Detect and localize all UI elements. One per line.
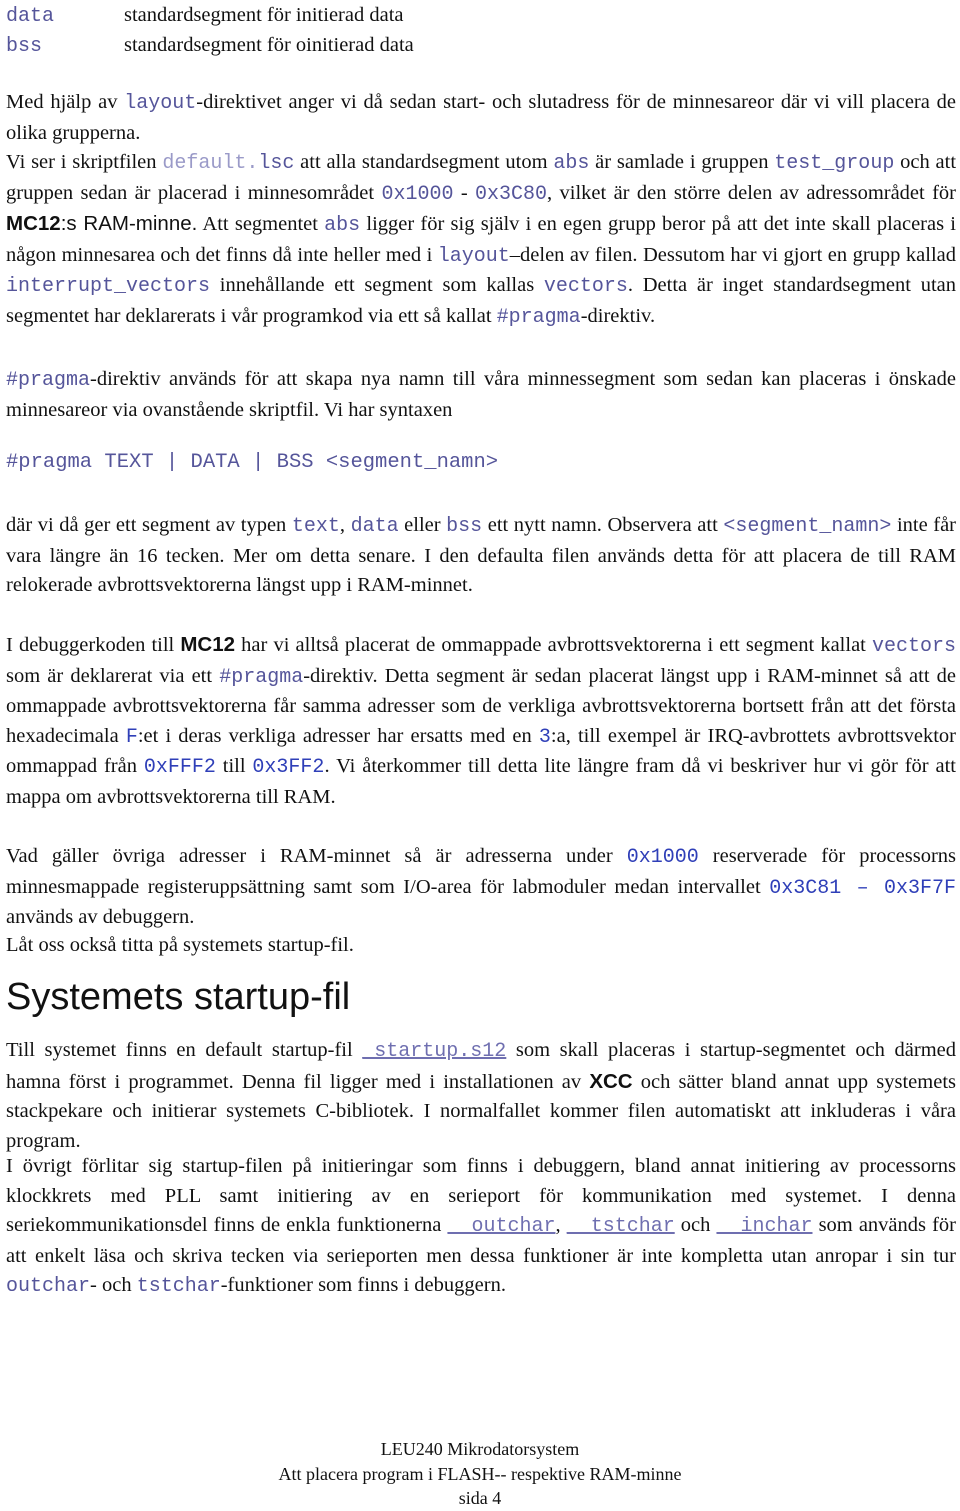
text: att alla standardsegment utom xyxy=(294,151,554,173)
code: layout xyxy=(124,92,197,115)
paragraph-pragma xyxy=(6,365,956,425)
text: , xyxy=(555,1214,567,1237)
segment-desc: standardsegment för initierad data xyxy=(124,4,404,26)
code: vectors xyxy=(871,635,956,658)
text: , vilket är den större delen av adressområdet för xyxy=(547,181,956,204)
paragraph-layout-directive xyxy=(6,88,956,148)
text: eller xyxy=(398,514,447,536)
text: innehållande ett segment som kallas xyxy=(210,274,544,297)
text: :et i deras verkliga adresser har ersatts med en xyxy=(137,724,539,747)
text: :a, till exempel är IRQ-avbrottets avbrottsvektor ommappad från xyxy=(6,724,956,778)
paragraph-startup-intro: Låt oss också titta på systemets startup-fil. xyxy=(6,934,354,956)
text: och xyxy=(674,1214,717,1237)
pragma-syntax: #pragma TEXT | DATA | BSS <segment_namn> xyxy=(6,451,499,474)
code: #pragma xyxy=(219,665,304,689)
text: -direktiv. Detta segment är sedan placerat längst upp i RAM-minnet så att de ommappade avbrottsvektorerna får samma adresser som de verkliga avbrottsvektorerna bortsett från att det första hexadecimala xyxy=(6,664,957,747)
footer-page-number: sida 4 xyxy=(458,1488,502,1508)
code: F xyxy=(125,725,138,749)
text: Till systemet finns en default startup-fil xyxy=(6,1039,363,1061)
text: Vad gäller övriga adresser i RAM-minnet så är adresserna under xyxy=(6,845,627,867)
text: har vi alltså placerat de ommappade avbrottsvektorerna i ett segment kallat xyxy=(235,634,872,656)
code: vectors xyxy=(543,275,628,299)
text: Vi ser i skriptfilen xyxy=(6,151,163,173)
segment-name: bss xyxy=(6,35,43,58)
paragraph-debuggerkod xyxy=(6,630,956,813)
code: text xyxy=(291,515,340,538)
code-link: __tstchar xyxy=(566,1215,675,1239)
text: -direktiv. xyxy=(580,304,656,327)
code: 0xFFF2 xyxy=(143,756,216,780)
text: -direktiv används för att skapa nya namn till våra minnessegment som sedan kan placeras i önskade minnesareor via ovanstående skriptfil. Vi har syntaxen xyxy=(6,368,956,421)
paragraph-segment-typ xyxy=(6,511,956,601)
code: 0x3C80 xyxy=(475,182,548,206)
segment-desc: standardsegment för oinitierad data xyxy=(124,34,414,56)
text: I övrigt förlitar sig startup-filen på initieringar som finns i debuggern, bland annat initiering av processorns klockkrets med PLL samt initiering av en serieport för kommunikation med systemet. I denna seriekommunikationsdel finns de enkla funktionerna xyxy=(6,1155,956,1237)
bold-text: MC12 xyxy=(6,212,61,236)
text: och att gruppen sedan är placerad i minnesområdet xyxy=(6,151,957,204)
text: I debuggerkoden till xyxy=(6,634,181,656)
code: data xyxy=(350,515,399,538)
text: som skall placeras i startup-segmentet och därmed hamna först i programmet. Denna fil ligger med i installationen av xyxy=(6,1039,956,1093)
text: är samlade i gruppen xyxy=(589,151,775,173)
code-link: __inchar xyxy=(716,1215,813,1239)
text: och sätter bland annat upp systemets stackpekare och initierar systemets C-bibliotek. I normalfallet kommer filen automatiskt att inkluderas i våra program. xyxy=(6,1070,956,1152)
code: <segment_namn> xyxy=(723,515,892,538)
text: som är deklarerat via ett xyxy=(6,664,220,687)
text: inte får vara längre än 16 tecken. Mer om detta senare. I den defaulta filen används detta för att placera de till RAM relokerade avbrottsvektorerna längst upp i RAM-minnet. xyxy=(6,514,956,597)
code: #pragma xyxy=(6,369,91,392)
footer-title: Att placera program i FLASH-- respektive RAM-minne xyxy=(278,1464,682,1484)
text: :s RAM-minne. xyxy=(60,212,198,236)
text: till xyxy=(215,755,253,778)
text: reserverade för processorns minnesmappade registeruppsättning samt som I/O-area för labmoduler medan intervallet xyxy=(6,845,957,898)
bold-text: XCC xyxy=(589,1069,633,1093)
code: 0x1000 xyxy=(381,182,454,206)
code: default. xyxy=(162,152,259,175)
code-link: __outchar xyxy=(447,1215,556,1239)
code: test_group xyxy=(774,152,895,175)
text: . Vi återkommer till detta lite längre fram då vi beskriver hur vi gör för att mappa om avbrottsvektorerna till RAM. xyxy=(6,755,956,808)
text: ett nytt namn. Observera att xyxy=(482,514,724,536)
footer-course: LEU240 Mikrodatorsystem xyxy=(380,1439,580,1459)
text: som används för att enkelt läsa och skriva tecken via serieporten men dessa funktioner är inte kompletta utan anropar i sin tur xyxy=(6,1214,956,1267)
code: outchar xyxy=(6,1275,91,1299)
text: , xyxy=(339,514,351,536)
text: - och xyxy=(90,1274,137,1297)
segment-row-bss xyxy=(6,30,414,60)
text: -funktioner som finns i debuggern. xyxy=(220,1274,506,1297)
code: bss xyxy=(446,515,483,538)
code: 0x1000 xyxy=(626,846,699,869)
text: Att segmentet xyxy=(197,213,325,236)
code: 0x3C81 – 0x3F7F xyxy=(769,876,957,900)
text: –delen av filen. Dessutom har vi gjort en grupp kallad xyxy=(509,243,957,266)
code: #pragma xyxy=(496,305,581,329)
segment-name: data xyxy=(6,5,55,28)
code: tstchar xyxy=(136,1275,221,1299)
code: 3 xyxy=(538,725,551,749)
text: - xyxy=(453,181,476,204)
paragraph-skriptfil xyxy=(6,148,956,333)
text: där vi då ger ett segment av typen xyxy=(6,514,292,536)
section-heading: Systemets startup-fil xyxy=(6,976,351,1018)
paragraph-default-startup xyxy=(6,1036,956,1156)
paragraph-seriekommunikation xyxy=(6,1152,956,1302)
text: Med hjälp av xyxy=(6,91,125,113)
code: 0x3FF2 xyxy=(252,756,325,780)
text: används av debuggern. xyxy=(6,906,195,929)
text: -direktivet anger vi då sedan start- och slutadress för de minnesareor där vi vill placera de olika grupperna. xyxy=(6,91,956,144)
code-link: _startup.s12 xyxy=(362,1040,507,1063)
bold-text: MC12 xyxy=(180,633,236,656)
code: abs xyxy=(553,152,590,175)
code: abs xyxy=(324,214,361,238)
code: layout xyxy=(437,244,510,268)
paragraph-ram-adresser xyxy=(6,842,956,933)
code: interrupt_vectors xyxy=(6,275,211,299)
code: lsc xyxy=(258,152,295,175)
text: . Detta är inget standardsegment utan segmentet har deklarerats i vår programkod via ett så kallat xyxy=(6,274,956,327)
text: ligger för sig själv i en egen grupp beror på att det inte skall placeras i någon minnesarea och det finns då inte heller med i xyxy=(6,213,956,266)
segment-row-data xyxy=(6,0,404,30)
